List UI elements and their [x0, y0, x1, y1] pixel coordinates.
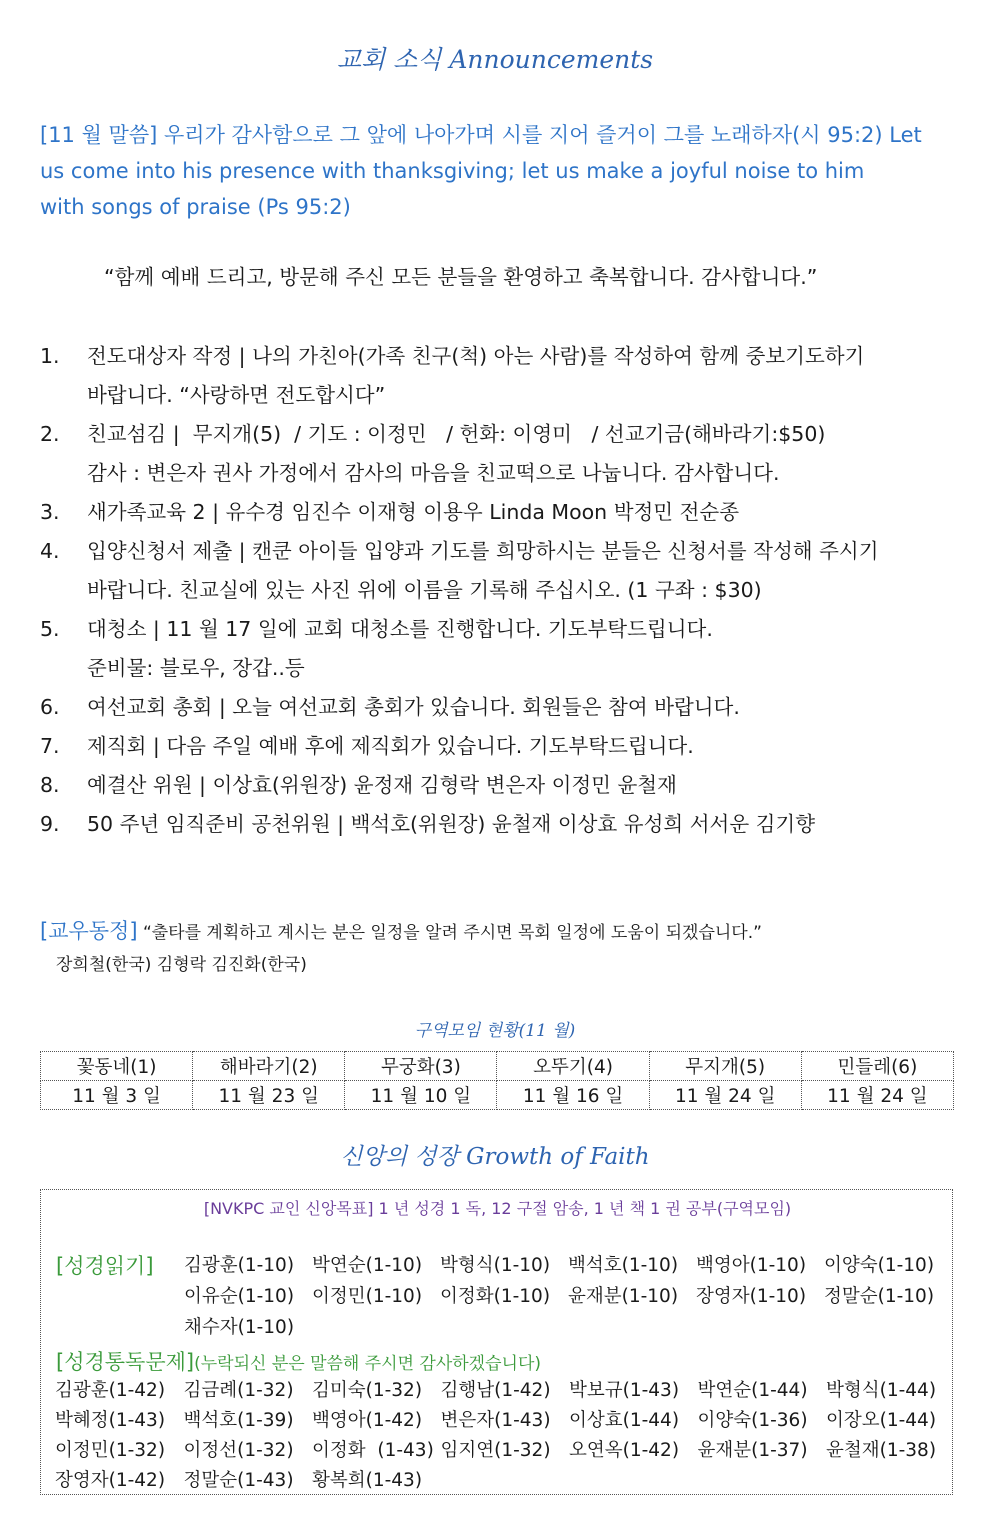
table-row [41, 1081, 954, 1110]
quiz-entry: 변은자(1-43) [440, 1410, 551, 1431]
quiz-entry: 윤재분(1-37) [697, 1440, 808, 1461]
quiz-entry: 김미숙(1-32) [312, 1380, 423, 1401]
group-name: 꽃동네(1) [41, 1052, 193, 1081]
reader-entry: 장영자(1-10) [696, 1286, 807, 1307]
item-text: 입양신청서 제출 | 캔쿤 아이들 입양과 기도를 희망하시는 분들은 신청서를 작성해 주시기 [87, 539, 879, 563]
verse-line: with songs of praise (Ps 95:2) [40, 195, 351, 219]
quiz-entry: 박형식(1-44) [826, 1380, 937, 1401]
item-number: 8. [40, 773, 60, 797]
quiz-entry: 이정선(1-32) [183, 1440, 294, 1461]
table-row [41, 1052, 954, 1081]
welcome-message: “함께 예배 드리고, 방문해 주신 모든 분들을 환영하고 축복합니다. 감사합니다.” [104, 265, 818, 289]
item-text: 대청소 | 11 월 17 일에 교회 대청소를 진행합니다. 기도부탁드립니다. [87, 617, 713, 641]
fellowship-tag: [교우동정] [40, 919, 138, 943]
reader-entry: 이정민(1-10) [312, 1286, 423, 1307]
quiz-entry: 이정화 (1-43) [312, 1440, 434, 1461]
item-text: 새가족교육 2 | 유수경 임진수 이재형 이용우 Linda Moon 박정민 전순종 [87, 500, 740, 524]
reader-entry: 백영아(1-10) [696, 1255, 807, 1276]
reader-entry: 백석호(1-10) [568, 1255, 679, 1276]
item-number: 9. [40, 812, 60, 836]
quiz-entry: 이장오(1-44) [826, 1410, 937, 1431]
announcement-item [40, 610, 970, 688]
group-date: 11 월 23 일 [193, 1081, 345, 1110]
fellowship-news [40, 915, 762, 981]
quiz-entry: 임지연(1-32) [440, 1440, 551, 1461]
group-meeting-title: 구역모임 현황(11 월) [414, 1021, 576, 1041]
item-text: 50 주년 임직준비 공천위원 | 백석호(위원장) 윤철재 이상효 유성희 서서운 김기향 [87, 812, 816, 836]
item-number: 2. [40, 422, 60, 446]
growth-of-faith-box [40, 1189, 953, 1495]
announcement-item [40, 532, 970, 610]
item-text: 바랍니다. “사랑하면 전도합시다” [87, 383, 386, 407]
quiz-entry: 백석호(1-39) [183, 1410, 294, 1431]
reader-entry: 김광훈(1-10) [184, 1255, 295, 1276]
growth-title: 신앙의 성장 Growth of Faith [340, 1144, 650, 1170]
group-name: 무지개(5) [649, 1052, 801, 1081]
announcement-item [40, 688, 970, 727]
item-number: 1. [40, 344, 60, 368]
announcement-item [40, 493, 970, 532]
item-text: 전도대상자 작정 | 나의 가친아(가족 친구(척) 아는 사람)를 작성하여 함께 중보기도하기 [87, 344, 865, 368]
item-number: 6. [40, 695, 60, 719]
announcement-list [40, 337, 970, 844]
reader-entry: 박형식(1-10) [440, 1255, 551, 1276]
list-item [55, 1466, 955, 1496]
item-text: 예결산 위원 | 이상효(위원장) 윤정재 김형락 변은자 이정민 윤철재 [87, 773, 677, 797]
group-name: 무궁화(3) [345, 1052, 497, 1081]
quiz-entry: 황복희(1-43) [312, 1470, 423, 1491]
list-item [184, 1312, 952, 1343]
quiz-entry: 이상효(1-44) [569, 1410, 680, 1431]
group-date: 11 월 10 일 [345, 1081, 497, 1110]
item-text: 바랍니다. 친교실에 있는 사진 위에 이름을 기록해 주십시오. (1 구좌 : $30) [87, 578, 762, 602]
item-number: 5. [40, 617, 60, 641]
item-number: 3. [40, 500, 60, 524]
quiz-header [56, 1346, 541, 1376]
quiz-entry: 박혜정(1-43) [55, 1410, 166, 1431]
verse-line: [11 월 말씀] 우리가 감사함으로 그 앞에 나아가며 시를 지어 즐거이 그를 노래하자(시 95:2) Let [40, 123, 922, 147]
quiz-entry: 백영아(1-42) [312, 1410, 423, 1431]
reader-entry: 이유순(1-10) [184, 1286, 295, 1307]
quiz-tag: [성경통독문제] [56, 1350, 195, 1374]
quiz-entry: 장영자(1-42) [55, 1470, 166, 1491]
item-text: 감사 : 변은자 권사 가정에서 감사의 마음을 친교떡으로 나눕니다. 감사합니다. [87, 461, 780, 485]
item-text: 여선교회 총회 | 오늘 여선교회 총회가 있습니다. 회원들은 참여 바랍니다. [87, 695, 740, 719]
group-date: 11 월 3 일 [41, 1081, 193, 1110]
verse-line: us come into his presence with thanksgiving; let us make a joyful noise to him [40, 159, 865, 183]
item-text: 준비물: 블로우, 장갑..등 [87, 656, 305, 680]
list-item [184, 1250, 952, 1281]
item-number: 4. [40, 539, 60, 563]
quiz-entry: 김광훈(1-42) [55, 1380, 166, 1401]
item-text: 친교섬김 | 무지개(5) / 기도 : 이정민 / 헌화: 이영미 / 선교기금(해바라기:$50) [87, 422, 826, 446]
fellowship-text: “출타를 계획하고 계시는 분은 일정을 알려 주시면 목회 일정에 도움이 되겠습니다.” [142, 923, 762, 943]
announcement-item [40, 337, 970, 415]
reader-entry: 정말순(1-10) [824, 1286, 935, 1307]
announcement-item [40, 766, 970, 805]
reader-entry: 이정화(1-10) [440, 1286, 551, 1307]
reading-list [184, 1250, 952, 1343]
quiz-entry: 박보규(1-43) [569, 1380, 680, 1401]
reader-entry: 윤재분(1-10) [568, 1286, 679, 1307]
item-number: 7. [40, 734, 60, 758]
list-item [55, 1436, 955, 1466]
quiz-entry: 오연옥(1-42) [569, 1440, 680, 1461]
reading-tag: [성경읽기] [56, 1254, 154, 1278]
list-item [55, 1376, 955, 1406]
group-name: 민들레(6) [801, 1052, 953, 1081]
quiz-note: (누락되신 분은 말씀해 주시면 감사하겠습니다) [194, 1354, 542, 1374]
reader-entry: 채수자(1-10) [184, 1317, 295, 1338]
list-item [184, 1281, 952, 1312]
quiz-entry: 김행남(1-42) [440, 1380, 551, 1401]
faith-goal: [NVKPC 교인 신앙목표] 1 년 성경 1 독, 12 구절 암송, 1 년 책 1 권 공부(구역모임) [203, 1199, 792, 1218]
reader-entry: 박연순(1-10) [312, 1255, 423, 1276]
reader-entry: 이양숙(1-10) [824, 1255, 935, 1276]
quiz-entry: 박연순(1-44) [697, 1380, 808, 1401]
quiz-entry: 정말순(1-43) [183, 1470, 294, 1491]
quiz-entry: 이정민(1-32) [55, 1440, 166, 1461]
announcements-title: 교회 소식 Announcements [336, 45, 654, 74]
quiz-entry: 이양숙(1-36) [697, 1410, 808, 1431]
quiz-entry: 김금례(1-32) [183, 1380, 294, 1401]
announcement-item [40, 727, 970, 766]
announcement-item [40, 415, 970, 493]
quiz-entry: 윤철재(1-38) [826, 1440, 937, 1461]
announcement-item [40, 805, 970, 844]
list-item [55, 1406, 955, 1436]
fellowship-names: 장희철(한국) 김형락 김진화(한국) [56, 955, 307, 975]
group-name: 오뚜기(4) [497, 1052, 649, 1081]
group-name: 해바라기(2) [193, 1052, 345, 1081]
quiz-list [55, 1376, 955, 1496]
item-text: 제직회 | 다음 주일 예배 후에 제직회가 있습니다. 기도부탁드립니다. [87, 734, 694, 758]
group-date: 11 월 24 일 [801, 1081, 953, 1110]
group-meeting-table [40, 1051, 954, 1110]
group-date: 11 월 16 일 [497, 1081, 649, 1110]
monthly-verse [40, 117, 965, 225]
group-date: 11 월 24 일 [649, 1081, 801, 1110]
